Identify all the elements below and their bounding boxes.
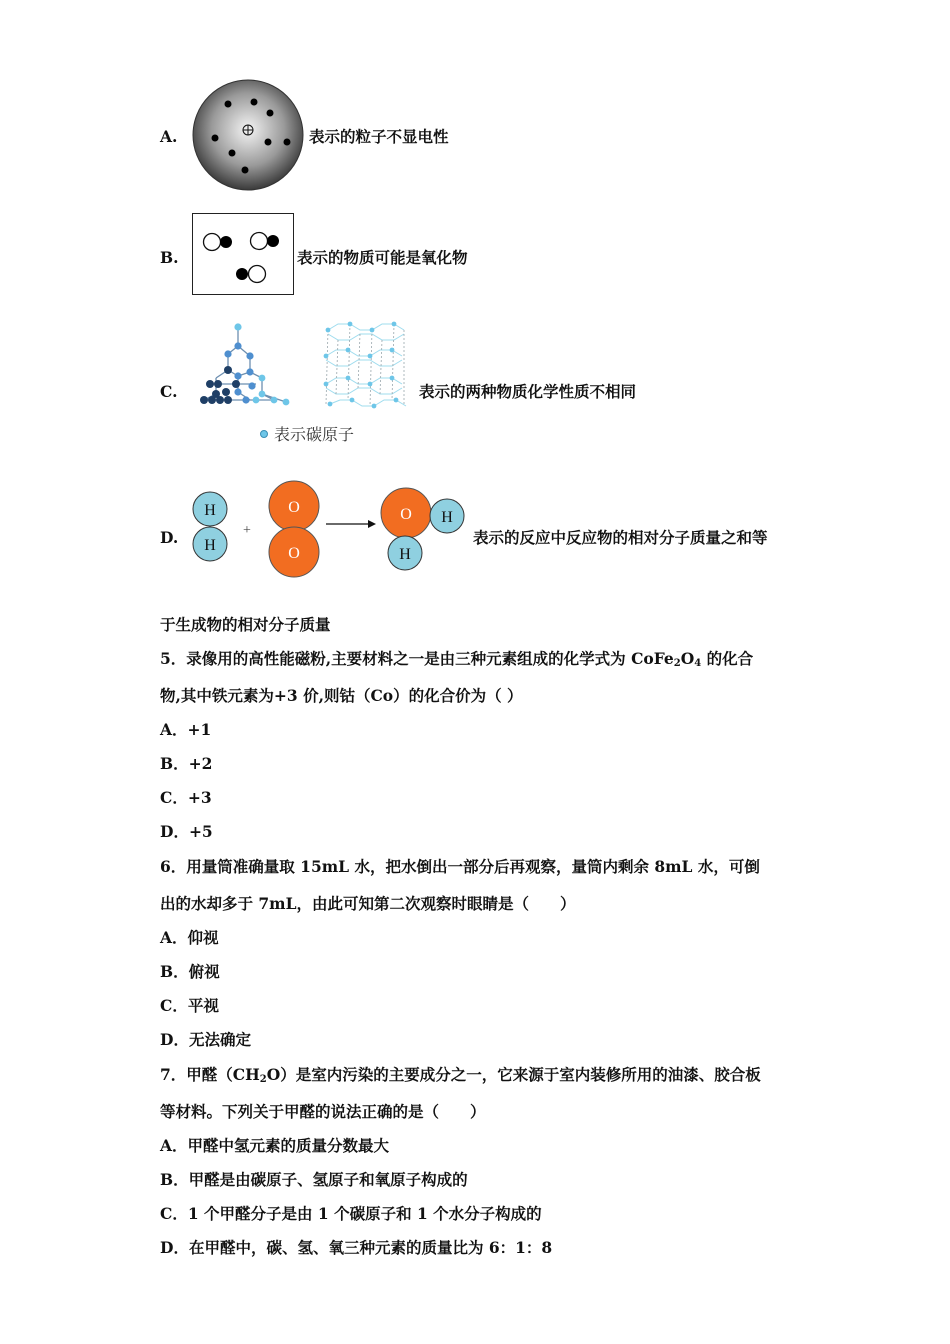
plus-sign: + xyxy=(243,523,251,538)
atom-o-1: O xyxy=(288,499,300,516)
option-a-text: 表示的粒子不显电性 xyxy=(309,127,449,146)
q5-option-b[interactable]: B．+2 xyxy=(160,754,213,773)
q6-option-d[interactable]: D．无法确定 xyxy=(160,1030,251,1049)
q6-option-c[interactable]: C．平视 xyxy=(160,996,219,1015)
q5-stem-line2: 物,其中铁元素为+3 价,则钴（Co）的化合价为（ ） xyxy=(160,686,523,705)
q5-option-a[interactable]: A．+1 xyxy=(160,720,212,739)
molecule-model-figure xyxy=(193,214,293,294)
water-molecule xyxy=(381,488,464,570)
option-c-text: 表示的两种物质化学性质不相同 xyxy=(419,382,637,401)
q6-option-a[interactable]: A．仰视 xyxy=(160,928,219,947)
q6-stem-line2: 出的水却多于 7mL，由此可知第二次观察时眼睛是（ ） xyxy=(160,894,576,913)
atom-h-4: H xyxy=(399,546,411,563)
q5-stem-line1: 5．录像用的高性能磁粉,主要材料之一是由三种元素组成的化学式为 $CoFe_2O_4$ 的化合 xyxy=(160,649,754,669)
atom-h-3: H xyxy=(441,509,453,526)
reaction-arrow xyxy=(326,520,376,528)
q7-option-a[interactable]: A．甲醛中氢元素的质量分数最大 xyxy=(160,1136,390,1155)
oxygen-molecule xyxy=(269,481,319,577)
option-b-text: 表示的物质可能是氧化物 xyxy=(297,248,468,267)
q7-option-b[interactable]: B．甲醛是由碳原子、氢原子和氧原子构成的 xyxy=(160,1170,468,1189)
atom-h-1: H xyxy=(204,502,216,519)
option-d-text-cont: 于生成物的相对分子质量 xyxy=(160,615,331,634)
diamond-structure-figure xyxy=(190,322,300,412)
q7-option-c[interactable]: C．1 个甲醛分子是由 1 个碳原子和 1 个水分子构成的 xyxy=(160,1204,542,1223)
option-d-text: 表示的反应中反应物的相对分子质量之和等 xyxy=(473,528,768,547)
q6-stem-line1: 6．用量筒准确量取 15mL 水，把水倒出一部分后再观察，量筒内剩余 8mL 水，可倒 xyxy=(160,857,760,876)
hydrogen-molecule xyxy=(193,492,227,561)
option-c-label: C. xyxy=(160,382,178,401)
q5-option-c[interactable]: C．+3 xyxy=(160,788,212,807)
graphite-structure-figure xyxy=(318,320,414,412)
q7-stem-line2: 等材料。下列关于甲醛的说法正确的是（ ） xyxy=(160,1102,486,1121)
atom-h-2: H xyxy=(204,537,216,554)
q7-option-d[interactable]: D．在甲醛中，碳、氢、氧三种元素的质量比为 6：1：8 xyxy=(160,1238,553,1257)
q5-option-d[interactable]: D．+5 xyxy=(160,822,213,841)
option-a-label: A. xyxy=(160,127,178,146)
reaction-equation-figure xyxy=(188,480,473,580)
q7-stem-line1: 7．甲醛$(CH_2O)$是室内污染的主要成分之一，它来源于室内装修所用的油漆、胶合板 xyxy=(160,1065,761,1085)
atom-o-2: O xyxy=(288,545,300,562)
option-d-label: D. xyxy=(160,528,179,547)
carbon-legend-text: 表示碳原子 xyxy=(274,425,355,444)
carbon-atom-legend-icon xyxy=(259,429,269,439)
atom-o-3: O xyxy=(400,506,412,523)
atom-model-figure xyxy=(190,77,306,193)
option-b-label: B. xyxy=(160,248,179,267)
q6-option-b[interactable]: B．俯视 xyxy=(160,962,220,981)
